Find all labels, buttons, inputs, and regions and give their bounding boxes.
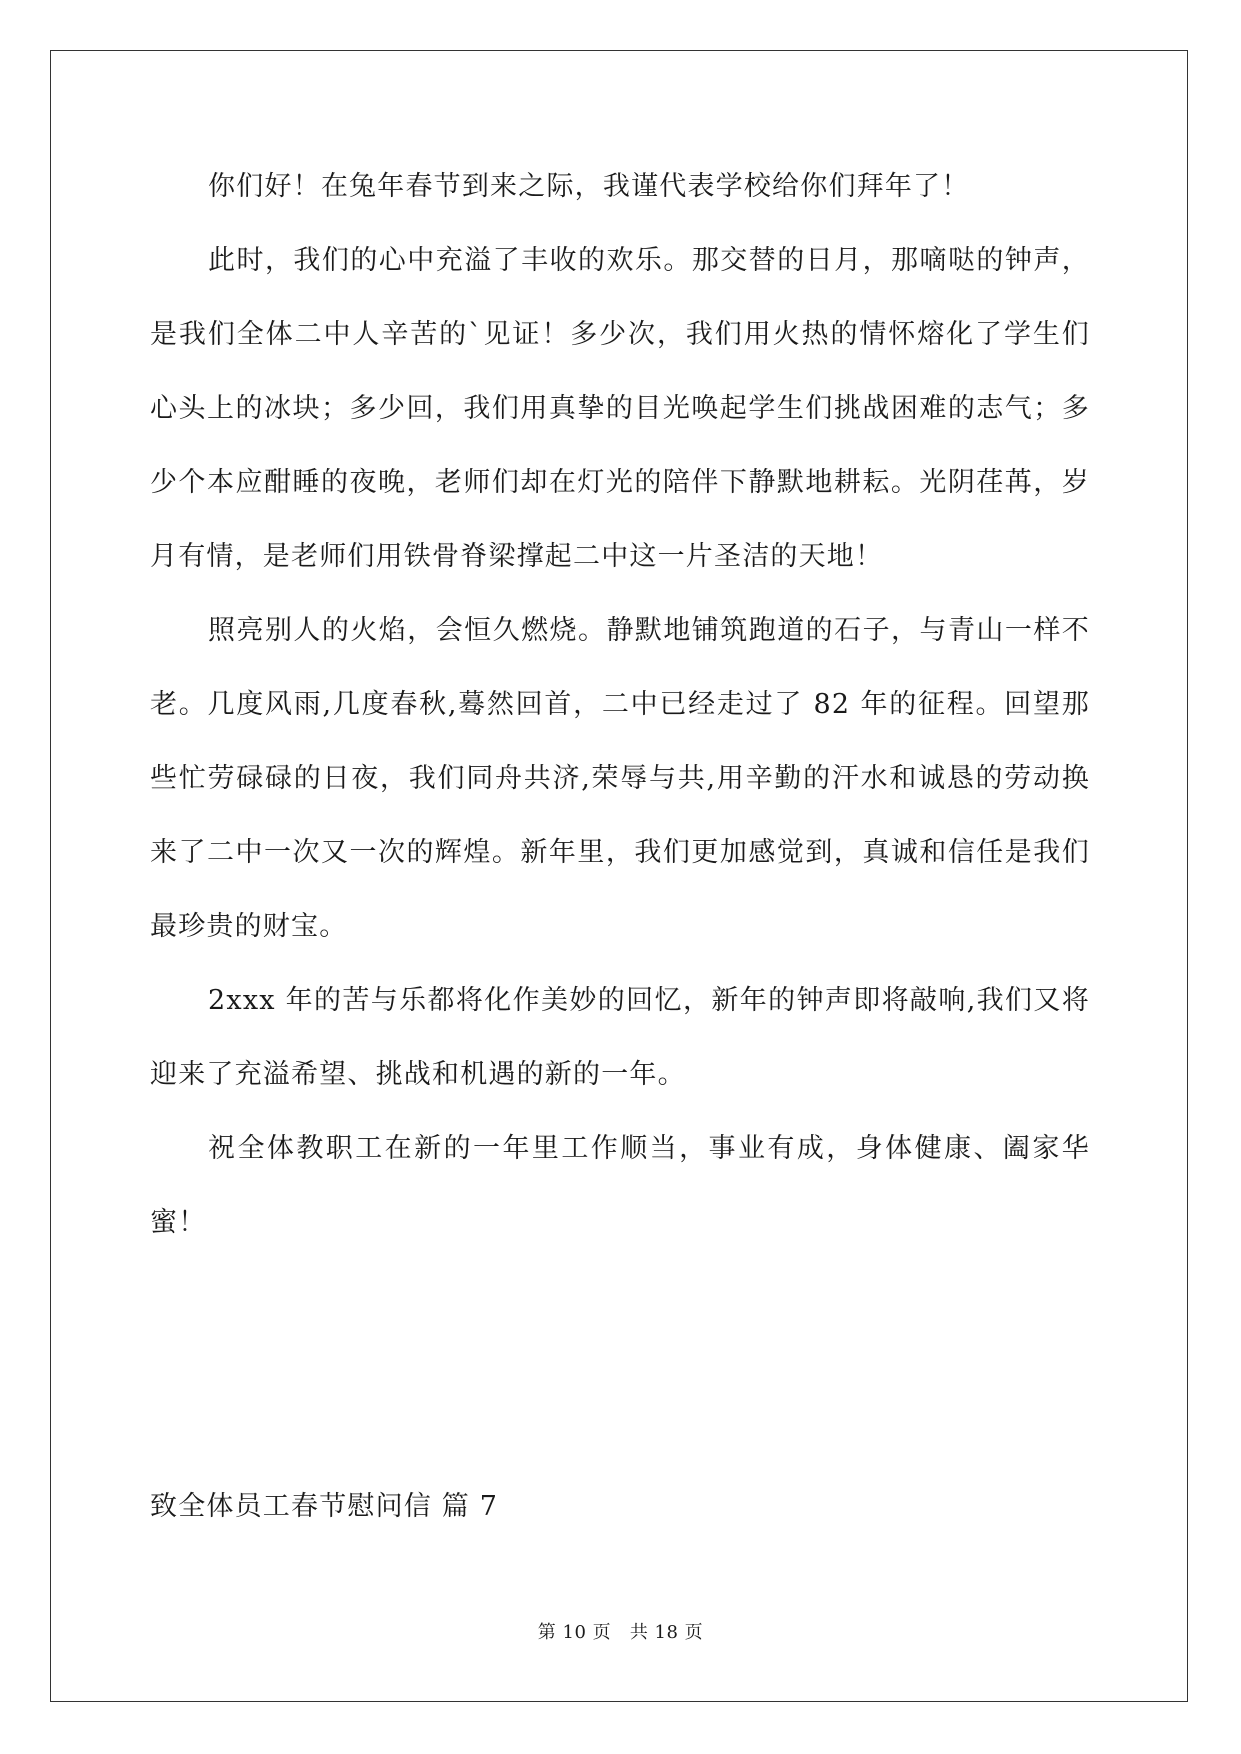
page-number: 第 10 页 (537, 1622, 612, 1643)
page-total: 共 18 页 (629, 1622, 704, 1643)
paragraph-reflection: 此时，我们的心中充溢了丰收的欢乐。那交替的日月，那嘀哒的钟声，是我们全体二中人辛苦的`见证！多少次，我们用火热的情怀熔化了学生们心头上的冰块；多少回，我们用真挚的目光唤起学生们挑战困难的志气；多少个本应酣睡的夜晚，老师们却在灯光的陪伴下静默地耕耘。光阴荏苒，岁月有情，是老师们用铁骨脊梁撑起二中这一片圣洁的天地！ (150, 245, 1090, 572)
section-heading: 致全体员工春节慰问信 篇 7 (150, 1491, 499, 1522)
page-footer (0, 1618, 1241, 1644)
paragraph-wishes: 祝全体教职工在新的一年里工作顺当，事业有成，身体健康、阖家华蜜！ (150, 1133, 1090, 1238)
paragraph-history: 照亮别人的火焰，会恒久燃烧。静默地铺筑跑道的石子，与青山一样不老。几度风雨,几度春秋,蓦然回首，二中已经走过了 82 年的征程。回望那些忙劳碌碌的日夜，我们同舟共济,荣辱与共,用辛勤的汗水和诚恳的劳动换来了二中一次又一次的辉煌。新年里，我们更加感觉到，真诚和信任是我们最珍贵的财宝。 (150, 615, 1090, 942)
paragraph-new-year: 2xxx 年的苦与乐都将化作美妙的回忆，新年的钟声即将敲响,我们又将迎来了充溢希望、挑战和机遇的新的一年。 (150, 985, 1090, 1090)
document-body (150, 150, 1090, 1260)
paragraph-greeting: 你们好！在兔年春节到来之际，我谨代表学校给你们拜年了！ (208, 171, 970, 202)
